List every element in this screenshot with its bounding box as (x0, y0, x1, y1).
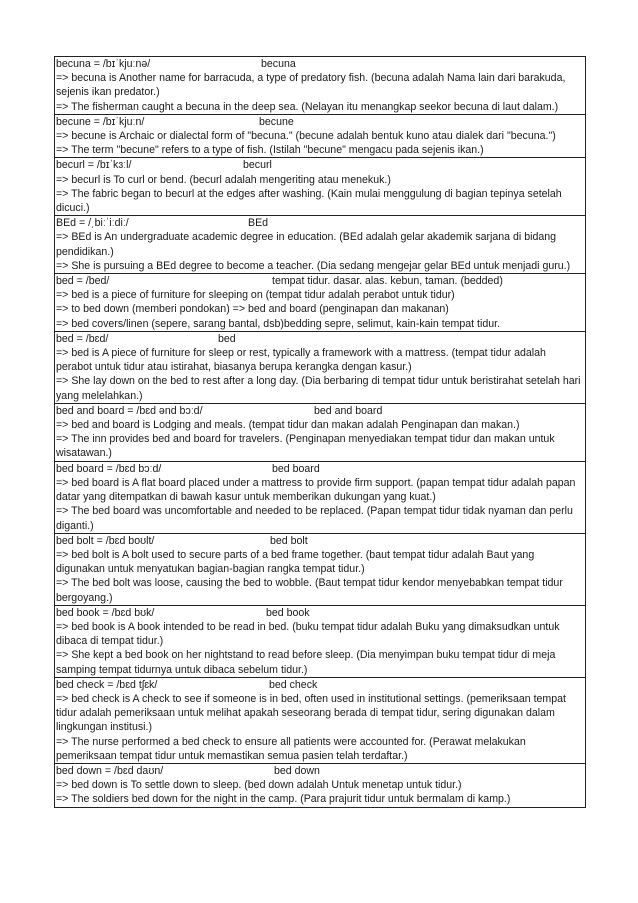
headword: becuna (261, 58, 296, 70)
entry-heading (56, 332, 583, 346)
entry-bed-check (54, 677, 586, 763)
example-line: => to bed down (memberi pondokan) => bed and board (penginapan dan makanan) (56, 303, 449, 316)
entry-heading (56, 216, 583, 230)
definition-line: => bed and board is Lodging and meals. (tempat tidur dan makan adalah Penginapan dan makan.) (56, 419, 520, 432)
example-line: => bed covers/linen (sepere, sarang bantal, dsb)bedding sepre, selimut, kain-kain tempat tidur. (56, 317, 501, 330)
definition-line: => bed check is A check to see if someone is in bed, often used in institutional settings. (pemeriksaan tempat tidur adalah pemeriksaan untuk melihat apakah seseorang berada di tempat tidur, sering digunakan dalam lingkungan institusi.) (56, 692, 566, 734)
pronunciation: bed down = /bɛd daʊn/ (56, 764, 164, 777)
entry-heading (56, 115, 583, 129)
headword: bed down (274, 764, 320, 777)
pronunciation: bed book = /bɛd bʊk/ (56, 606, 155, 619)
entry-heading (56, 606, 583, 620)
example-line: => The bed bolt was loose, causing the bed to wobble. (Baut tempat tidur kendor menyebabkan tempat tidur bergoyang.) (56, 577, 563, 604)
example-line: => The soldiers bed down for the night in the camp. (Para prajurit tidur untuk bermalam di kamp.) (56, 793, 511, 806)
pronunciation: becuna = /bɪˈkjuːnə/ (56, 58, 151, 70)
example-line: => She lay down on the bed to rest after a long day. (Dia berbaring di tempat tidur untuk beristirahat setelah hari yang melelahkan.) (56, 375, 581, 402)
pronunciation: becune = /bɪˈkjuːn/ (56, 115, 145, 128)
entry-BEd (54, 215, 586, 273)
definition-line: => becurl is To curl or bend. (becurl adalah mengeriting atau menekuk.) (56, 173, 391, 186)
headword: tempat tidur. dasar. alas. kebun, taman. (bedded) (272, 275, 503, 288)
example-line: => The fisherman caught a becuna in the deep sea. (Nelayan itu menangkap seekor becuna di laut dalam.) (56, 100, 559, 113)
entry-heading (56, 57, 583, 71)
entry-becuna (54, 56, 586, 114)
pronunciation: bed check = /bɛd tʃɛk/ (56, 678, 158, 691)
example-line: => The inn provides bed and board for travelers. (Penginapan menyediakan tempat tidur dan makan untuk wisatawan.) (56, 433, 555, 460)
definition-line: => bed is a piece of furniture for sleeping on (tempat tidur adalah perabot untuk tidur) (56, 289, 455, 302)
headword: bed bolt (270, 534, 308, 547)
pronunciation: bed and board = /bɛd ənd bɔːd/ (56, 404, 203, 417)
entry-becurl (54, 157, 586, 215)
entry-heading (56, 404, 583, 418)
entry-becune (54, 114, 586, 158)
example-line: => The nurse performed a bed check to ensure all patients were accounted for. (Perawat melakukan pemeriksaan tempat tidur untuk memastikan semua pasien telah terdaftar.) (56, 735, 526, 762)
headword: bed book (266, 606, 310, 619)
pronunciation: bed = /bed/ (56, 275, 110, 288)
entry-bed-down (54, 763, 586, 808)
entry-bed-and-board (54, 403, 586, 461)
headword: bed (218, 332, 236, 345)
entry-heading (56, 678, 583, 692)
entry-heading (56, 462, 583, 476)
definition-line: => bed is A piece of furniture for sleep or rest, typically a framework with a mattress. (tempat tidur adalah perabot untuk tidur atau istirahat, biasanya berupa kerangka dengan kasur.) (56, 347, 546, 374)
headword: bed check (269, 678, 318, 691)
example-line: => She kept a bed book on her nightstand to read before sleep. (Dia menyimpan buku tempat tidur di meja samping tempat tidurnya untuk dibaca sebelum tidur.) (56, 649, 556, 676)
headword: BEd (248, 217, 269, 230)
entry-heading (56, 274, 583, 288)
entry-bed-board (54, 461, 586, 533)
definition-line: => bed bolt is A bolt used to secure parts of a bed frame together. (baut tempat tidur adalah Baut yang digunakan untuk menyatukan bagian-bagian rangka tempat tidur.) (56, 548, 535, 576)
pronunciation: becurl = /bɪˈkɜːl/ (56, 159, 132, 172)
entry-bed-1 (54, 273, 586, 331)
definition-line: => becune is Archaic or dialectal form of "becuna." (becune adalah bentuk kuno atau dialek dari "becuna.") (56, 130, 556, 143)
example-line: => The fabric began to becurl at the edges after washing. (Kain mulai menggulung di bagian tepinya setelah dicuci.) (56, 187, 562, 215)
dictionary-document (54, 56, 586, 808)
entry-bed-2 (54, 331, 586, 403)
entry-bed-bolt (54, 533, 586, 605)
definition-line: => bed down is To settle down to sleep. (bed down adalah Untuk menetap untuk tidur.) (56, 779, 462, 792)
definition-line: => becuna is Another name for barracuda, a type of predatory fish. (becuna adalah Nama lain dari barakuda, sejenis ikan predator.) (56, 72, 566, 99)
example-line: => The term "becune" refers to a type of fish. (Istilah "becune" mengacu pada sejenis ikan.) (56, 144, 484, 157)
entry-bed-book (54, 605, 586, 677)
example-line: => She is pursuing a BEd degree to become a teacher. (Dia sedang mengejar gelar BEd untuk menjadi guru.) (56, 259, 571, 272)
headword: becune (259, 115, 294, 128)
entry-heading (56, 534, 583, 548)
headword: bed board (272, 462, 320, 475)
pronunciation: bed bolt = /bɛd boʊlt/ (56, 534, 155, 547)
example-line: => The bed board was uncomfortable and needed to be replaced. (Papan tempat tidur tidak nyaman dan perlu diganti.) (56, 505, 573, 532)
headword: bed and board (314, 404, 383, 417)
entry-heading (56, 158, 583, 172)
headword: becurl (243, 159, 272, 172)
definition-line: => bed board is A flat board placed under a mattress to provide firm support. (papan tempat tidur adalah papan datar yang ditempatkan di bawah kasur untuk memberikan dukungan yang kuat.) (56, 476, 576, 504)
definition-line: => bed book is A book intended to be read in bed. (buku tempat tidur adalah Buku yang dimaksudkan untuk dibaca di tempat tidur.) (56, 620, 560, 648)
entry-heading (56, 764, 583, 778)
pronunciation: BEd = /ˌbiːˈiːdiː/ (56, 217, 129, 230)
pronunciation: bed board = /bɛd bɔːd/ (56, 462, 162, 475)
pronunciation: bed = /bɛd/ (56, 332, 109, 345)
definition-line: => BEd is An undergraduate academic degree in education. (BEd adalah gelar akademik sarjana di bidang pendidikan.) (56, 231, 557, 258)
